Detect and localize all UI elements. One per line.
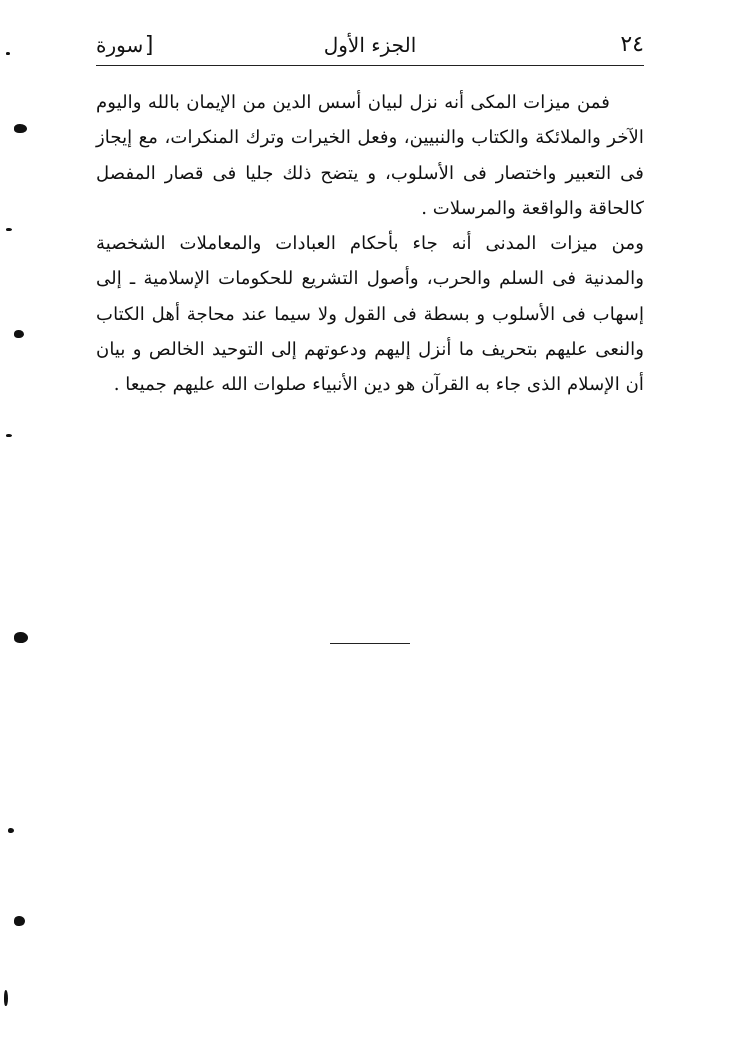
surah-bracket: [ — [143, 33, 157, 58]
surah-label-text: سورة — [96, 33, 144, 57]
scan-speck — [14, 124, 27, 133]
scan-speck — [14, 330, 24, 338]
page-number: ٢٤ — [620, 32, 644, 57]
surah-label — [96, 32, 158, 59]
scan-speck — [14, 632, 28, 643]
scan-speck — [6, 228, 12, 231]
end-rule — [330, 643, 410, 644]
body-text — [96, 85, 644, 403]
paragraph-meccan: فمن ميزات المكى أنه نزل لبيان أسس الدين من الإيمان بالله واليوم الآخر والملائكة والكتاب والنبيين، وفعل الخيرات وترك المنكرات، مع إيجاز فى التعبير واختصار فى الأسلوب، و يتضح ذلك جليا فى قصار المفصل كالحاقة والواقعة والمرسلات . — [96, 92, 644, 219]
scan-speck — [8, 828, 14, 833]
scan-speck — [14, 916, 25, 926]
scan-speck — [4, 990, 8, 1006]
paragraph-medinan: ومن ميزات المدنى أنه جاء بأحكام العبادات والمعاملات الشخصية والمدنية فى السلم والحرب، وأصول التشريع للحكومات الإسلامية ـ إلى إسهاب فى الأسلوب و بسطة فى القول ولا سيما عند محاجة أهل الكتاب والنعى عليهم بتحريف ما أنزل إليهم ودعوتهم إلى التوحيد الخالص و بيان أن الإسلام الذى جاء به القرآن هو دين الأنبياء صلوات الله عليهم جميعا . — [96, 233, 644, 396]
scan-speck — [6, 434, 12, 437]
page-header — [96, 30, 644, 66]
scan-speck — [6, 52, 10, 55]
running-title: الجزء الأول — [323, 33, 417, 57]
header-rule — [96, 65, 644, 66]
